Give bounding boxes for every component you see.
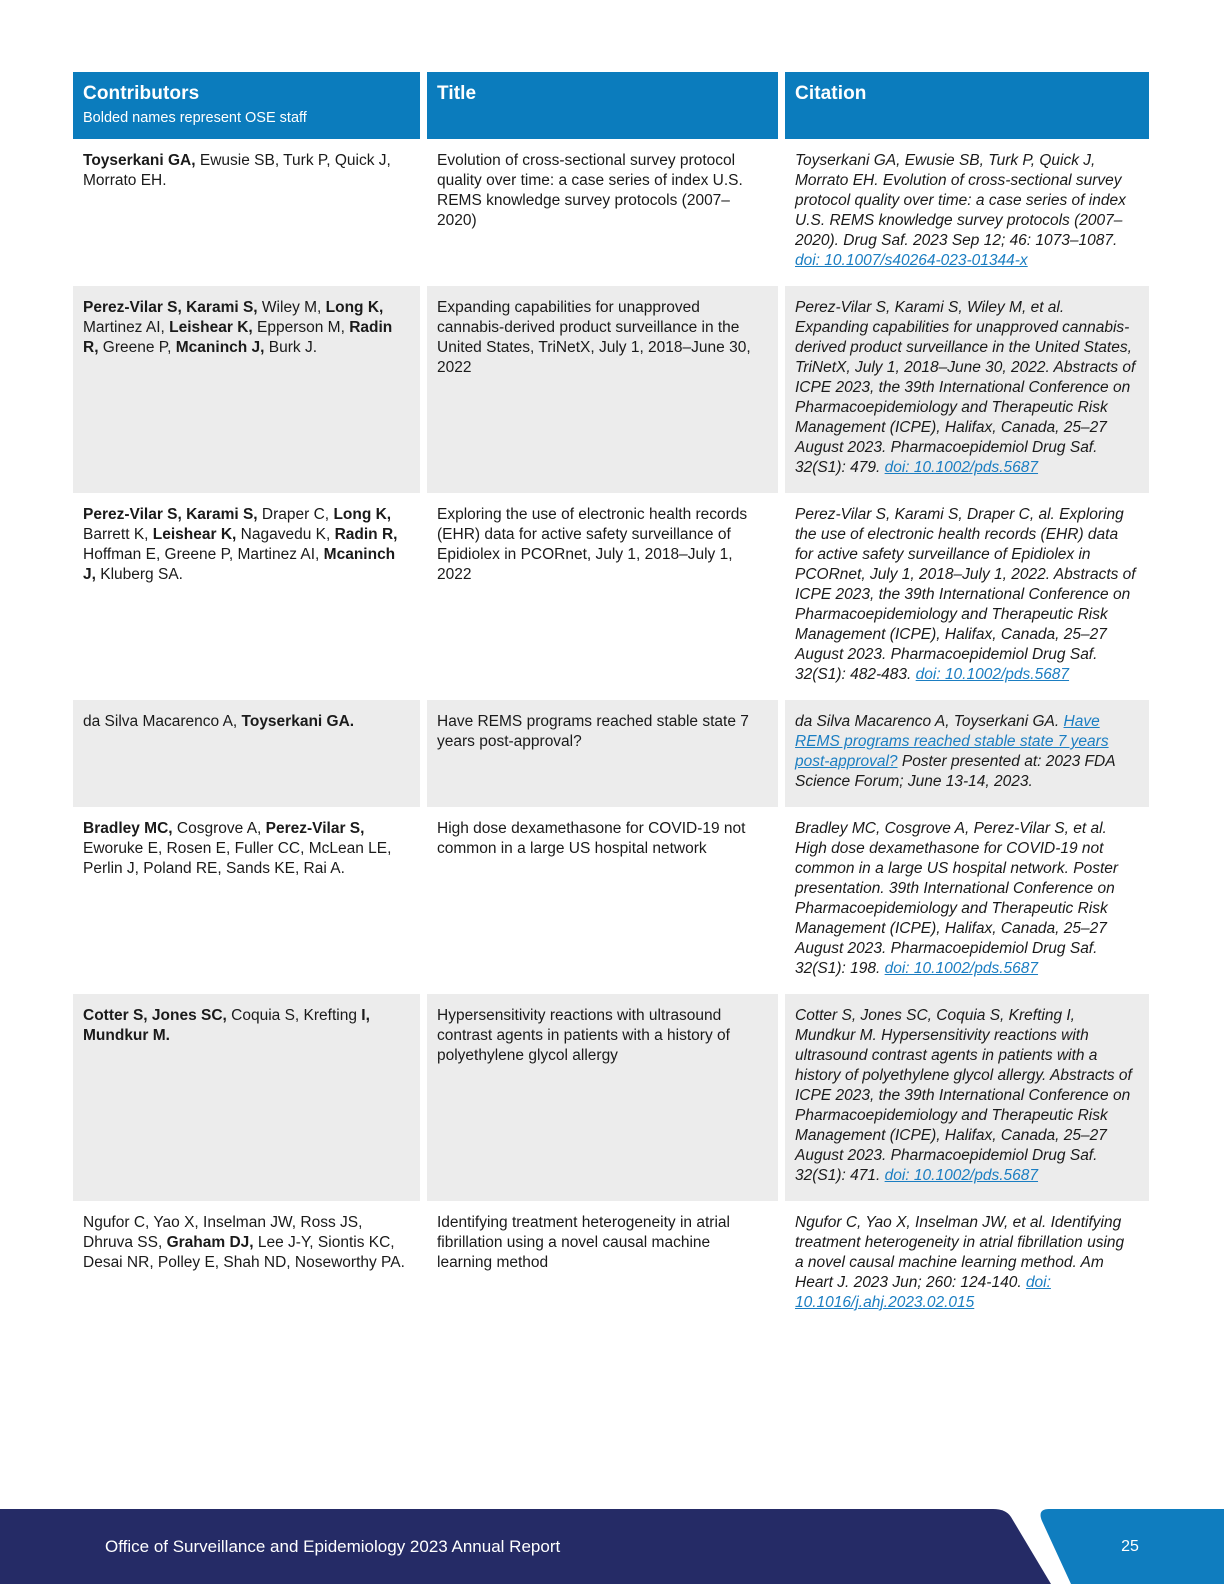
citation-cell: [785, 286, 1149, 493]
citation-text: Bradley MC, Cosgrove A, Perez-Vilar S, et al. High dose dexamethasone for COVID-19 not common in a large US hospital network. Poster presentation. 39th International Conference on Pharmacoepidemiology and Therapeutic Risk Management (ICPE), Halifax, Canada, 25–27 August 2023. Pharmacoepidemiol Drug Saf. 32(S1): 198.: [795, 820, 1119, 977]
ose-staff-name: Long K,: [325, 299, 384, 316]
contributor-name: Wiley M,: [257, 299, 326, 316]
citation-text: Perez-Vilar S, Karami S, Wiley M, et al. Expanding capabilities for unapproved cannabis-derived product surveillance in the United States, TriNetX, July 1, 2018–June 30, 2022. Abstracts of ICPE 2023, the 39th International Conference on Pharmacoepidemiology and Therapeutic Risk Management (ICPE), Halifax, Canada, 25–27 August 2023. Pharmacoepidemiol Drug Saf. 32(S1): 479.: [795, 299, 1136, 476]
ose-staff-name: I, Mundkur M.: [83, 1007, 370, 1044]
ose-staff-name: Radin R,: [334, 526, 398, 543]
table-row: [73, 807, 1149, 994]
table-row: [73, 493, 1149, 700]
contributor-name: Eworuke E, Rosen E, Fuller CC, McLean LE, Perlin J, Poland RE, Sands KE, Rai A.: [83, 840, 392, 877]
ose-staff-name: Perez-Vilar S,: [265, 820, 365, 837]
ose-staff-name: Perez-Vilar S, Karami S,: [83, 506, 258, 523]
contributor-name: Draper C,: [257, 506, 334, 523]
column-header-contributors: [73, 72, 420, 139]
contributor-name: Barrett K,: [83, 526, 153, 543]
ose-staff-name: Leishear K,: [169, 319, 253, 336]
contributor-name: Greene P,: [98, 339, 176, 356]
ose-staff-name: Mcaninch J,: [175, 339, 265, 356]
table-row: [73, 700, 1149, 807]
ose-staff-name: Perez-Vilar S, Karami S,: [83, 299, 258, 316]
citation-cell: [785, 493, 1149, 700]
contributors-header-subtitle: Bolded names represent OSE staff: [83, 110, 307, 126]
citation-text: Ngufor C, Yao X, Inselman JW, et al. Identifying treatment heterogeneity in atrial fibrillation using a novel causal machine learning method. Am Heart J. 2023 Jun; 260: 124-140.: [795, 1214, 1125, 1291]
citation-link[interactable]: doi: 10.1007/s40264-023-01344-x: [795, 252, 1028, 269]
citation-text: Poster presented at: 2023 FDA Science Forum; June 13-14, 2023.: [795, 753, 1115, 790]
ose-staff-name: Long K,: [333, 506, 392, 523]
contributor-name: Kluberg SA.: [95, 566, 183, 583]
contributors-cell: [73, 493, 420, 700]
ose-staff-name: Toyserkani GA.: [241, 713, 355, 730]
citation-cell: [785, 700, 1149, 807]
citation-cell: [785, 994, 1149, 1201]
citation-cell: [785, 1201, 1149, 1328]
title-cell: Exploring the use of electronic health records (EHR) data for active safety surveillance of Epidiolex in PCORnet, July 1, 2018–July 1, 2022: [437, 506, 748, 583]
contributors-cell: [73, 807, 420, 994]
table-row: [73, 1201, 1149, 1328]
table-header-row: [73, 72, 1149, 139]
contributors-cell: [73, 994, 420, 1201]
ose-staff-name: Bradley MC,: [83, 820, 173, 837]
footer-report-title: Office of Surveillance and Epidemiology 2023 Annual Report: [105, 1536, 561, 1556]
ose-staff-name: Mcaninch J,: [83, 546, 396, 583]
citation-link[interactable]: doi: 10.1002/pds.5687: [884, 1167, 1039, 1184]
contributor-name: Burk J.: [264, 339, 318, 356]
citation-link[interactable]: Have REMS programs reached stable state 7 years post-approval?: [795, 713, 1109, 770]
title-cell: High dose dexamethasone for COVID-19 not common in a large US hospital network: [437, 820, 746, 857]
title-cell: Evolution of cross-sectional survey protocol quality over time: a case series of index U.S. REMS knowledge survey protocols (2007–2020): [437, 152, 743, 229]
title-cell: Hypersensitivity reactions with ultrasound contrast agents in patients with a history of polyethylene glycol allergy: [427, 994, 778, 1201]
contributor-name: Coquia S, Krefting: [226, 1007, 362, 1024]
publications-table: [73, 72, 1149, 1328]
citation-link[interactable]: doi: 10.1002/pds.5687: [884, 459, 1039, 476]
contributors-header-label: Contributors: [83, 83, 200, 104]
citation-cell: [785, 139, 1149, 286]
citation-header-label: Citation: [795, 83, 867, 104]
page-footer: [0, 1509, 1224, 1584]
contributor-name: Lee J-Y, Siontis KC, Desai NR, Polley E, Shah ND, Noseworthy PA.: [83, 1234, 405, 1271]
citation-text: Perez-Vilar S, Karami S, Draper C, al. Exploring the use of electronic health records (EHR) data for active safety surveillance of Epidiolex in PCORnet, July 1, 2018–July 1, 2022. Abstracts of ICPE 2023, the 39th International Conference on Pharmacoepidemiology and Therapeutic Risk Management (ICPE), Halifax, Canada, 25–27 August 2023. Pharmacoepidemiol Drug Saf. 32(S1): 482-483.: [795, 506, 1136, 683]
ose-staff-name: Radin R,: [83, 319, 393, 356]
title-header-label: Title: [437, 83, 477, 104]
contributors-cell: [73, 700, 420, 807]
table-body: [73, 139, 1149, 1328]
contributor-name: Hoffman E, Greene P, Martinez AI,: [83, 546, 324, 563]
contributors-cell: [73, 1201, 420, 1328]
contributor-name: da Silva Macarenco A,: [83, 713, 242, 730]
column-header-title: [427, 72, 778, 139]
title-cell: Expanding capabilities for unapproved cannabis-derived product surveillance in the United States, TriNetX, July 1, 2018–June 30, 2022: [427, 286, 778, 493]
citation-link[interactable]: doi: 10.1002/pds.5687: [915, 666, 1070, 683]
ose-staff-name: Toyserkani GA,: [83, 152, 196, 169]
column-header-citation: [785, 72, 1149, 139]
contributor-name: Ewusie SB, Turk P, Quick J, Morrato EH.: [83, 152, 391, 189]
contributor-name: Martinez AI,: [83, 319, 170, 336]
table-row: [73, 994, 1149, 1201]
citation-text: Toyserkani GA, Ewusie SB, Turk P, Quick J, Morrato EH. Evolution of cross-sectional survey protocol quality over time: a case series of index U.S. REMS knowledge survey protocols (2007–2020). Drug Saf. 2023 Sep 12; 46: 1073–1087.: [795, 152, 1126, 249]
table-row: [73, 286, 1149, 493]
table-row: [73, 139, 1149, 286]
title-cell: Identifying treatment heterogeneity in atrial fibrillation using a novel causal machine learning method: [437, 1214, 730, 1271]
contributor-name: Nagavedu K,: [236, 526, 335, 543]
citation-link[interactable]: doi: 10.1016/j.ahj.2023.02.015: [795, 1274, 1051, 1311]
ose-staff-name: Cotter S, Jones SC,: [83, 1007, 227, 1024]
ose-staff-name: Leishear K,: [152, 526, 237, 543]
contributor-name: Epperson M,: [252, 319, 350, 336]
citation-cell: [785, 807, 1149, 994]
citation-text: da Silva Macarenco A, Toyserkani GA.: [795, 713, 1064, 730]
ose-staff-name: Graham DJ,: [166, 1234, 254, 1251]
contributor-name: Cosgrove A,: [172, 820, 266, 837]
contributor-name: Ngufor C, Yao X, Inselman JW, Ross JS, Dhruva SS,: [83, 1214, 363, 1251]
citation-link[interactable]: doi: 10.1002/pds.5687: [884, 960, 1039, 977]
title-cell: Have REMS programs reached stable state 7 years post-approval?: [427, 700, 778, 807]
contributors-cell: [73, 139, 420, 286]
contributors-cell: [73, 286, 420, 493]
page-number: 25: [1121, 1537, 1139, 1555]
citation-text: Cotter S, Jones SC, Coquia S, Krefting I, Mundkur M. Hypersensitivity reactions with ultrasound contrast agents in patients with a history of polyethylene glycol allergy. Abstracts of ICPE 2023, the 39th International Conference on Pharmacoepidemiology and Therapeutic Risk Management (ICPE), Halifax, Canada, 25–27 August 2023. Pharmacoepidemiol Drug Saf. 32(S1): 471.: [795, 1007, 1132, 1184]
